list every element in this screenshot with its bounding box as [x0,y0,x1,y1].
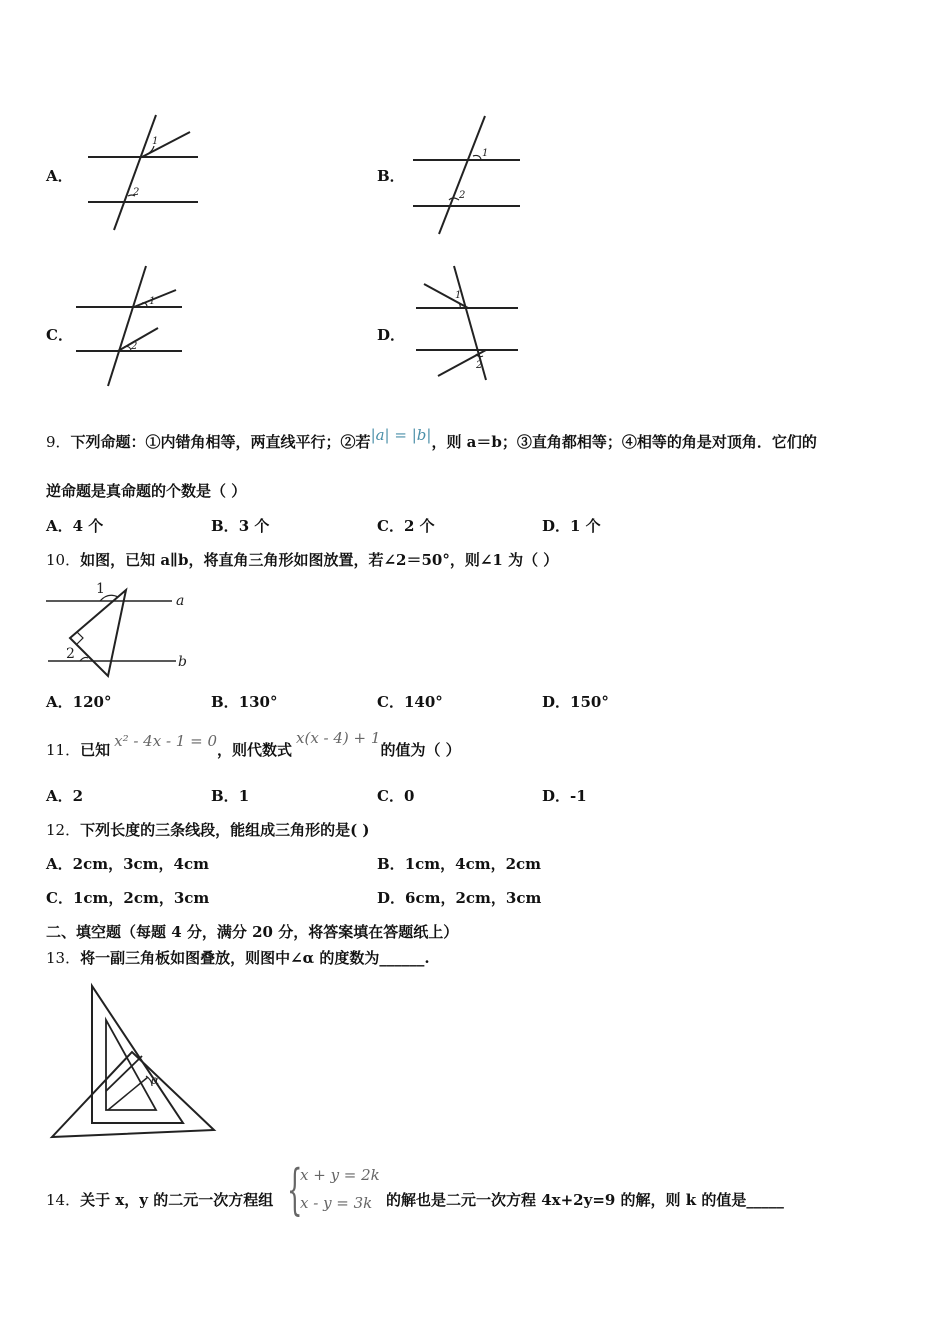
angle-1-label: 1 [149,296,156,307]
angle-2-label: 2 [459,190,466,201]
option-value: 130° [238,693,278,711]
q12-option-a[interactable] [46,854,209,874]
q12-option-c[interactable] [46,888,209,908]
question-9-number: 9． [46,433,71,451]
option-label: B． [377,855,405,873]
option-label: B． [211,787,239,805]
option-value: 0 [403,787,415,805]
figure-question-13 [48,980,220,1142]
angle-1-label: 1 [152,136,159,147]
q10-option-d[interactable] [542,692,609,712]
angle-2-label: 2 [133,187,140,198]
q11-option-c[interactable] [377,786,414,806]
figure-question-10 [44,578,194,680]
option-label: D． [542,787,571,805]
angle-1-label: 1 [482,148,489,159]
question-13-number: 13． [46,949,81,967]
option-value: 1 个 [570,517,601,535]
question-9-line2: 逆命题是真命题的个数是（ ） [46,482,247,500]
angle-2-label: 2 [66,646,75,662]
question-12-number: 12． [46,821,81,839]
question-14 [46,1190,273,1210]
question-11-math1: x² - 4x - 1 = 0 [114,732,217,750]
option-value: 2cm，3cm，4cm [72,855,209,873]
section-2-title: 二、填空题（每题 4 分，满分 20 分，将答案填在答题纸上） [46,923,459,941]
angle-2-label: 2 [476,360,483,371]
question-10-text: 如图，已知 a∥b，将直角三角形如图放置，若∠2＝50°，则∠1 为（ ） [80,551,559,569]
option-value: -1 [570,787,587,805]
option-value: 1 [238,787,250,805]
option-label: A． [46,693,73,711]
question-14-text1: 关于 x，y 的二元一次方程组 [80,1191,274,1209]
q9-option-b[interactable] [211,516,269,536]
option-value: 2 个 [403,517,435,535]
figure-option-b [405,110,530,238]
option-value: 1cm，2cm，3cm [72,889,210,907]
option-label: A． [46,517,73,535]
equation-brace: { [287,1158,303,1221]
q10-option-c[interactable] [377,692,443,712]
option-label: C． [377,693,404,711]
q10-option-b[interactable] [211,692,278,712]
option-label: A． [46,855,73,873]
option-value: 4 个 [72,517,104,535]
option-label: B． [211,517,239,535]
figure-option-a [80,110,210,235]
alpha-label: α [151,1073,160,1087]
option-a-label[interactable]: A． [46,167,73,185]
question-11-text3: 的值为（ ） [380,741,461,759]
option-value: 140° [403,693,443,711]
question-11 [46,729,461,760]
option-label: C． [377,517,404,535]
figure-option-d [410,262,525,384]
q9-option-a[interactable] [46,516,103,536]
question-14-text2: 的解也是二元一次方程 4x+2y=9 的解，则 k 的值是_____ [386,1191,784,1209]
option-c-label[interactable]: C． [46,326,73,344]
figure-option-c [70,262,190,390]
option-label: D． [542,517,571,535]
q9-option-c[interactable] [377,516,435,536]
option-value: 1cm，4cm，2cm [404,855,542,873]
option-value: 6cm，2cm，3cm [405,889,542,907]
option-label: D． [377,889,406,907]
option-d-label[interactable]: D． [377,326,406,344]
q11-option-b[interactable] [211,786,249,806]
option-value: 150° [570,693,609,711]
option-label: A． [46,787,73,805]
angle-1-label: 1 [455,290,462,301]
option-label: C． [46,889,73,907]
option-label: B． [211,693,239,711]
question-11-number: 11． [46,741,81,759]
equation-1: x + y = 2k [300,1166,380,1184]
q9-option-d[interactable] [542,516,601,536]
line-a-label: a [176,593,185,609]
question-9-text-before: 下列命题：①内错角相等，两直线平行；②若 [70,433,371,451]
question-12 [46,820,370,840]
angle-2-label: 2 [131,341,138,352]
q11-option-d[interactable] [542,786,587,806]
q10-option-a[interactable] [46,692,111,712]
question-9-math: |a| = |b| [370,426,432,444]
question-14-number: 14． [46,1191,81,1209]
question-10-number: 10． [46,551,81,569]
question-9 [46,426,817,452]
equation-2: x - y = 3k [300,1194,373,1212]
option-label: C． [377,787,404,805]
option-value: 3 个 [238,517,270,535]
question-10 [46,550,558,570]
question-13 [46,948,430,968]
q12-option-b[interactable] [377,854,541,874]
q12-option-d[interactable] [377,888,541,908]
option-label: D． [542,693,571,711]
question-11-text2: ，则代数式 [217,741,293,759]
line-b-label: b [178,654,187,670]
question-9-text-after: ，则 a＝b；③直角都相等；④相等的角是对顶角．它们的 [431,433,817,451]
option-value: 120° [72,693,112,711]
question-11-math2: x(x - 4) + 1 [296,729,381,747]
question-12-text: 下列长度的三条线段，能组成三角形的是( ) [80,821,370,839]
question-13-text: 将一副三角板如图叠放，则图中∠α 的度数为______. [80,949,430,967]
option-value: 2 [72,787,84,805]
angle-1-label: 1 [96,581,105,597]
q11-option-a[interactable] [46,786,83,806]
question-11-text1: 已知 [80,741,111,759]
option-b-label[interactable]: B． [377,167,405,185]
